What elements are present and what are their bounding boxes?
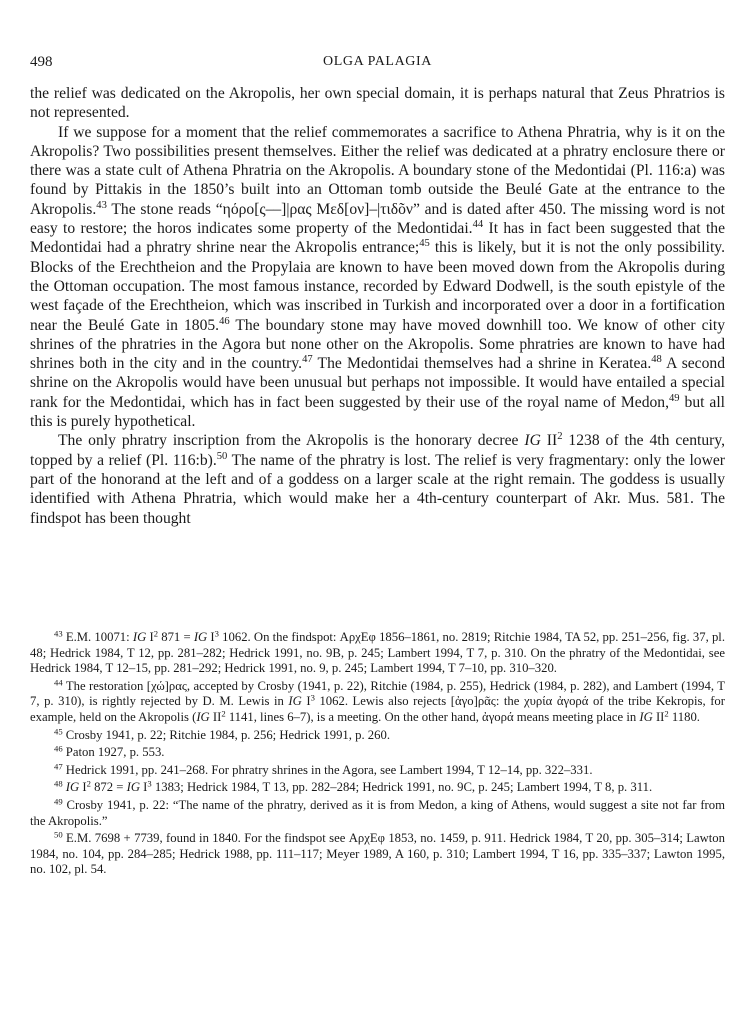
note-ref: 50: [216, 450, 228, 462]
text-run: Hedrick 1991, pp. 241–268. For phratry shrines in the Agora, see Lambert 1994, T 12–14, pp. 322–331.: [62, 762, 593, 777]
note-ref: 45: [419, 238, 430, 250]
note-ref: 43: [54, 628, 63, 639]
footnote: [30, 780, 725, 796]
italic-text: IG: [65, 780, 80, 795]
text-run: The restoration [χώ]ρας, accepted by Crosby (1941, p. 22), Ritchie (1984, p. 255), Hedrick (1984, p. 282), and Lambert (1994, T 7, p. 310), is rightly rejected by D. M. Lewis in: [30, 678, 725, 709]
note-ref: 2: [557, 431, 563, 443]
text-run: II: [540, 432, 558, 450]
text-run: The stone reads “ηόρο[ς‒‒]|ρας Μεδ[ον]‒|τιδõν” and is dated after 450. The missing word is not easy to restore; the horos indicates some property of the Medontidai.: [30, 200, 725, 238]
footnote: [30, 679, 725, 726]
note-ref: 47: [54, 761, 63, 772]
text-run: this is likely, but it is not the only possibility. Blocks of the Erechtheion and the Propylaia are known to have been moved down from the Akropolis during the Ottoman occupation. The most famous instance, recorded by Edward Dodwell, is the south epistyle of the west façade of the Erechtheion, which was inscribed in Turkish and incorporated over a door in a fortification near the Beulé Gate in 1805.: [30, 239, 725, 334]
text-run: I: [207, 630, 215, 644]
text-run: E.M. 7698 + 7739, found in 1840. For the findspot see ΑρχΕφ 1853, no. 1459, p. 911. Hedrick 1984, T 20, pp. 305–314; Lawton 1984, no. 104, pp. 284–285; Hedrick 1988, pp. 111–117; Meyer 1989, A 160, p. 310; Lambert 1994, T 16, pp. 335–337; Lawton 1995, no. 102, pl. 54.: [30, 831, 725, 877]
text-run: the relief was dedicated on the Akropolis, her own special domain, it is perhaps natural that Zeus Phratrios is not represented.: [30, 85, 725, 122]
text-run: Crosby 1941, p. 22: “The name of the phratry, derived as it is from Medon, a king of Athens, would suggest a site not far from the Akropolis.”: [30, 797, 725, 828]
footnote: [30, 725, 725, 744]
text-run: 1180.: [668, 709, 700, 724]
italic-text: IG: [132, 630, 147, 644]
footnote: [30, 630, 725, 677]
italic-text: IG: [126, 780, 140, 795]
paragraph: [30, 84, 725, 123]
body-text: [30, 84, 725, 528]
paragraph: [30, 431, 725, 527]
text-run: The boundary stone may have moved downhill too. We know of other city shrines of the phratries in the Agora but none other on the Akropolis. Some phratries are known to have had shrines both in the city and in the country.: [30, 316, 725, 373]
note-ref: 3: [310, 692, 315, 703]
text-run: 1062. On the findspot: ΑρχΕφ 1856–1861, no. 2819; Ritchie 1984, TA 52, pp. 251–256, fig. 37, pl. 48; Hedrick 1984, T 12, pp. 281–282; Hedrick 1991, no. 9B, p. 245; Lambert 1994, T 7, p. 310. On the phratry of the Medontidai, see Hedrick 1984, T 12–15, pp. 281–292; Hedrick 1991, no. 9, p. 245; Lambert 1994, T 7–10, pp. 310–320.: [30, 630, 725, 676]
footnotes: [30, 630, 725, 880]
note-ref: 45: [54, 725, 63, 736]
text-run: I: [301, 694, 311, 709]
text-run: The only phratry inscription from the Akropolis is the honorary decree: [58, 432, 525, 450]
italic-text: IG: [288, 694, 302, 709]
note-ref: 2: [664, 708, 669, 719]
text-run: 871 =: [158, 630, 194, 644]
text-run: I: [140, 780, 148, 795]
footnote: [30, 798, 725, 829]
note-ref: 2: [86, 778, 91, 789]
text-run: I: [79, 780, 87, 795]
note-ref: 48: [651, 354, 662, 366]
note-ref: 49: [54, 796, 63, 807]
text-run: The name of the phratry is lost. The relief is very fragmentary: only the lower part of the honorand at the left and of a goddess on a larger scale at the right remain. The goddess is usually identified with Athena Phratria, which would make her a 4th-century counterpart of Akr. Mus. 581. The findspot has been thought: [30, 451, 725, 527]
page-header: [30, 54, 725, 76]
note-ref: 3: [147, 778, 152, 789]
text-run: It has in fact been suggested that the Medontidai had a phratry shrine near the Akropolis entrance;: [30, 220, 725, 257]
text-run: 1383; Hedrick 1984, T 13, pp. 282–284; Hedrick 1991, no. 9C, p. 245; Lambert 1994, T 8, p. 311.: [151, 780, 653, 795]
note-ref: 46: [54, 743, 63, 754]
text-run: Paton 1927, p. 553.: [62, 745, 165, 760]
note-ref: 43: [96, 199, 107, 211]
text-run: Crosby 1941, p. 22; Ritchie 1984, p. 256; Hedrick 1991, p. 260.: [62, 727, 391, 742]
footnote: [30, 763, 725, 779]
note-ref: 48: [54, 778, 63, 789]
text-run: 1238 of the 4th century, topped by a relief (Pl. 116:b).: [30, 432, 725, 469]
note-ref: 2: [153, 628, 159, 639]
text-run: 1062. Lewis also rejects [ἀγο]ρᾶς: the χυρία ἀγορά of the tribe Kekropis, for example, held on the Akropolis (: [30, 694, 725, 724]
text-run: 872 =: [90, 780, 127, 795]
text-run: II: [652, 709, 665, 724]
text-run: A second shrine on the Akropolis would have been unusual but perhaps not impossible. It would have entailed a special rank for the Medontidai, which has in fact been suggested by their use of the royal name of Medon,: [30, 355, 725, 411]
note-ref: 47: [302, 354, 313, 366]
note-ref: 50: [54, 829, 63, 840]
page-number: 498: [30, 54, 53, 70]
text-run: E.M. 10071:: [62, 630, 133, 644]
note-ref: 44: [54, 677, 63, 688]
text-run: I: [146, 630, 154, 644]
note-ref: 2: [221, 708, 226, 719]
italic-text: IG: [193, 630, 208, 644]
italic-text: IG: [524, 432, 541, 450]
note-ref: 44: [472, 219, 484, 231]
italic-text: IG: [639, 709, 653, 724]
footnote: [30, 831, 725, 878]
italic-text: IG: [196, 709, 210, 724]
paragraph: [30, 123, 725, 432]
note-ref: 49: [669, 392, 680, 404]
text-run: but all this is purely hypothetical.: [30, 393, 726, 431]
text-run: II: [209, 709, 222, 724]
note-ref: 3: [214, 628, 219, 639]
text-run: 1141, lines 6–7), is a meeting. On the other hand, ἀγορά means meeting place in: [225, 709, 640, 724]
text-run: If we suppose for a moment that the relief commemorates a sacrifice to Athena Phratria, why is it on the Akropolis? Two possibilities present themselves. Either the relief was dedicated at a phratry enclosure there or there was a state cult of Athena Phratria on the Akropolis. A boundary stone of the Medontidai (Pl. 116:a) was found by Pittakis in the 1850’s built into an Ottoman tomb outside the Beulé Gate at the entrance to the Akropolis.: [30, 123, 725, 218]
footnote: [30, 745, 725, 761]
running-head: OLGA PALAGIA: [323, 54, 432, 69]
note-ref: 46: [219, 315, 230, 327]
text-run: The Medontidai themselves had a shrine in Keratea.: [312, 355, 652, 373]
